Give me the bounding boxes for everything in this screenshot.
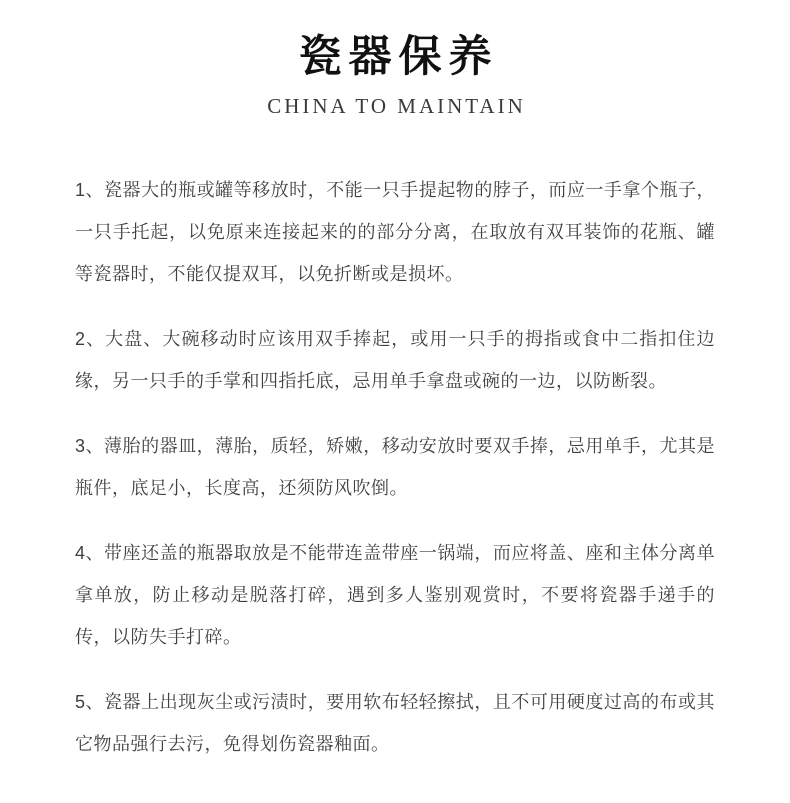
care-paragraph-4: 4、带座还盖的瓶器取放是不能带连盖带座一锅端，而应将盖、座和主体分离单拿单放，防止移动是脱落打碎，遇到多人鉴别观赏时，不要将瓷器手递手的传，以防失手打碎。 [75,543,715,648]
page-subtitle: CHINA TO MAINTAIN [267,94,526,119]
document-header [0,0,790,119]
page-title: 瓷器保养 [298,33,499,81]
care-instructions [75,169,715,765]
care-paragraph-1: 1、瓷器大的瓶或罐等移放时，不能一只手提起物的脖子，而应一手拿个瓶子，一只手托起，以免原来连接起来的的部分分离，在取放有双耳装饰的花瓶、罐等瓷器时，不能仅提双耳，以免折断或是损坏。 [75,180,715,285]
care-paragraph-3: 3、薄胎的器皿，薄胎，质轻，矫嫩，移动安放时要双手捧，忌用单手，尤其是瓶件，底足小，长度高，还须防风吹倒。 [75,436,715,499]
care-paragraph-5: 5、瓷器上出现灰尘或污渍时，要用软布轻轻擦拭，且不可用硬度过高的布或其它物品强行去污，免得划伤瓷器釉面。 [75,692,715,755]
care-paragraph-2: 2、大盘、大碗移动时应该用双手捧起，或用一只手的拇指或食中二指扣住边缘，另一只手的手掌和四指托底，忌用单手拿盘或碗的一边，以防断裂。 [75,329,715,392]
